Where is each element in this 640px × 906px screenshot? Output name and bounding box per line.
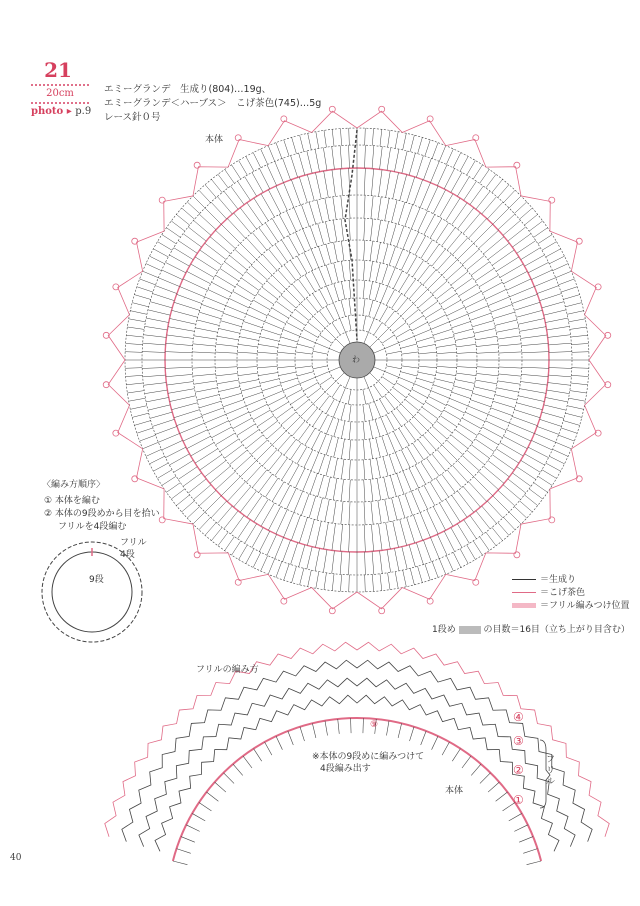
- frill-note-2: 4段編み出す: [320, 764, 371, 774]
- frill-note-1: ※本体の9段めに編みつけて: [312, 752, 425, 762]
- row-marker-2: ②: [513, 763, 524, 777]
- legend-text: ＝こげ茶色: [540, 588, 586, 598]
- materials-line: エミーグランデ 生成り(804)…19g、: [104, 84, 272, 95]
- picot: [514, 162, 520, 168]
- order-title: 〈編み方順序〉: [42, 480, 106, 490]
- photo-page: p.9: [75, 106, 92, 117]
- picot: [549, 197, 555, 203]
- picot: [194, 162, 200, 168]
- body-row9-arc: [173, 718, 541, 861]
- gray-swatch: [459, 626, 481, 634]
- finished-size: 20cm: [46, 88, 74, 99]
- step-1: ① 本体を編む: [44, 496, 100, 506]
- step-2: ② 本体の9段めから目を拾い: [44, 509, 160, 519]
- mini-row9: 9段: [89, 575, 104, 585]
- start-marker: ⑨: [370, 720, 379, 730]
- note-prefix: 1段め: [432, 625, 456, 635]
- row-marker-3: ③: [513, 734, 524, 748]
- divider: [31, 84, 89, 86]
- step-2-cont: フリルを4段編む: [58, 522, 127, 532]
- photo-label: photo: [31, 106, 64, 117]
- materials-line: レース針０号: [104, 112, 161, 123]
- stitch-count-note: [432, 622, 630, 635]
- legend-attach: [512, 598, 629, 611]
- divider: [31, 102, 89, 104]
- magic-ring-label: わ: [352, 355, 360, 364]
- frill-bracket-label: フリル: [546, 755, 556, 787]
- row-marker-1: ①: [513, 793, 524, 807]
- legend-text: ＝生成り: [540, 575, 577, 585]
- legend-brown: [512, 585, 585, 598]
- mini-body-circle: [52, 552, 132, 632]
- materials-line: エミーグランデ＜ハーブス＞ こげ茶色(745)…5g: [104, 98, 322, 109]
- arrow-icon: ▸: [66, 106, 72, 117]
- pattern-number: 21: [44, 58, 72, 82]
- picot: [159, 517, 165, 523]
- mini-frill-label: フリル: [120, 538, 147, 548]
- frill-title: フリルの編み方: [196, 665, 259, 675]
- row-marker-4: ④: [513, 710, 524, 724]
- legend-text: ＝フリル編みつけ位置: [540, 601, 630, 611]
- body-label: 本体: [205, 135, 224, 145]
- photo-reference[interactable]: [31, 106, 91, 117]
- picot: [514, 552, 520, 558]
- note-suffix: の目数＝16目（立ち上がり目含む）: [483, 625, 630, 635]
- row-start-line: [345, 130, 357, 340]
- picot: [159, 197, 165, 203]
- page-number: 40: [10, 853, 22, 863]
- frill-body-label: 本体: [445, 786, 464, 796]
- mini-frill-rows: 4段: [120, 550, 135, 560]
- picot: [194, 552, 200, 558]
- picot: [549, 517, 555, 523]
- frill-row: [105, 642, 609, 836]
- legend-natural: [512, 572, 576, 585]
